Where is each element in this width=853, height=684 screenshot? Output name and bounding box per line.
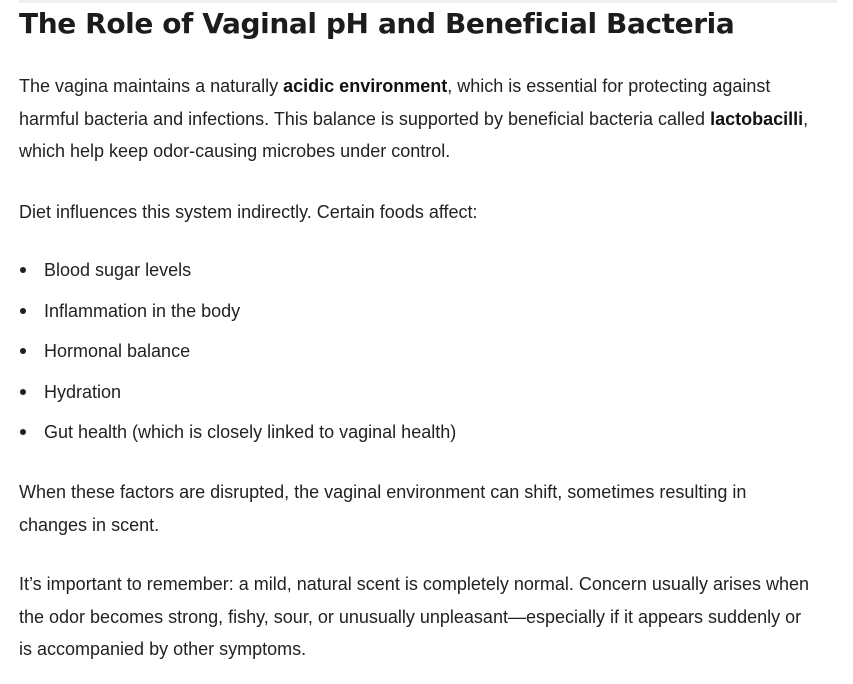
intro-paragraph xyxy=(19,70,819,168)
list-item xyxy=(19,254,456,295)
list-item-label: Gut health (which is closely linked to vaginal health) xyxy=(44,422,457,442)
bullet-icon xyxy=(20,308,26,314)
bullet-icon xyxy=(20,267,26,273)
lactobacilli-emphasis: lactobacilli xyxy=(710,108,804,129)
list-item-label: Blood sugar levels xyxy=(44,260,192,280)
bullet-icon xyxy=(20,348,26,354)
list-item-label: Hormonal balance xyxy=(44,341,191,361)
bullet-icon xyxy=(20,389,26,395)
intro-text-3: , which help keep odor-causing microbes under control. xyxy=(19,108,809,161)
list-item-label: Inflammation in the body xyxy=(44,300,241,321)
top-divider xyxy=(19,0,837,3)
disruption-paragraph: When these factors are disrupted, the vaginal environment can shift, sometimes resulting in changes in scent. xyxy=(19,482,747,535)
list-item xyxy=(19,295,456,336)
intro-text-2: , which is essential for protecting against harmful bacteria and infections. This balance is supported by beneficial bacteria called xyxy=(19,76,771,129)
section-heading: The Role of Vaginal pH and Beneficial Bacteria xyxy=(19,7,735,40)
acidic-environment-emphasis: acidic environment xyxy=(283,76,448,96)
diet-paragraph: Diet influences this system indirectly. Certain foods affect: xyxy=(19,202,478,222)
diet-factors-list xyxy=(19,254,456,457)
intro-text-1: The vagina maintains a naturally xyxy=(19,76,284,96)
bullet-icon xyxy=(20,429,26,435)
list-item xyxy=(19,335,456,376)
list-item xyxy=(19,376,456,417)
list-item xyxy=(19,416,456,457)
reminder-paragraph: It’s important to remember: a mild, natural scent is completely normal. Concern usually arises when the odor becomes strong, fishy, sour, or unusually unpleasant—especially if it appears suddenly or is accompanied by other symptoms. xyxy=(19,574,809,659)
list-item-label: Hydration xyxy=(44,381,122,402)
